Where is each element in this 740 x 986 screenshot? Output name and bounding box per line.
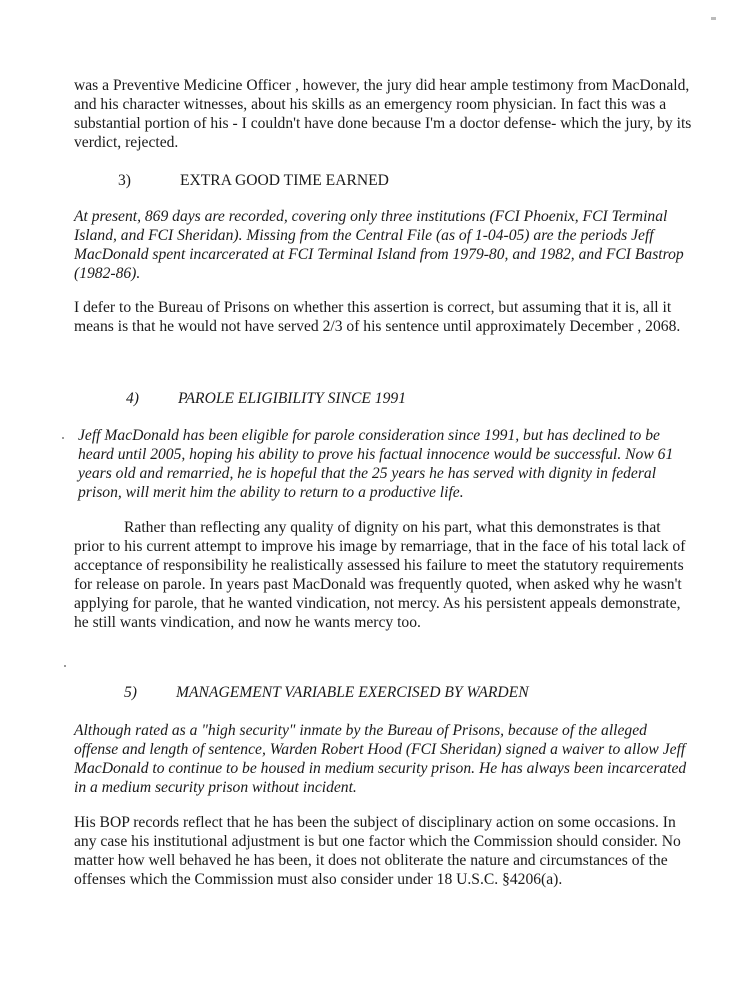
section-title: MANAGEMENT VARIABLE EXERCISED BY WARDEN (176, 684, 529, 701)
section-title: PAROLE ELIGIBILITY SINCE 1991 (178, 390, 406, 407)
section-4-quote: Jeff MacDonald has been eligible for parole consideration since 1991, but has declined to be heard until 2005, hoping his ability to prove his factual innocence would be successful. Now 61 years old and remarried, he is hopeful that the 25 years he has served with dignity in federal prison, will merit him the ability to return to a productive life. (78, 427, 674, 501)
intro-paragraph: was a Preventive Medicine Officer , however, the jury did hear ample testimony from MacDonald, and his character witnesses, about his skills as an emergency room physician. In fact this was a substantial portion of his - I couldn't have done because I'm a doctor defense- which the jury, by its verdict, rejected. (74, 77, 692, 151)
scan-speck (62, 437, 64, 439)
section-3-quote: At present, 869 days are recorded, covering only three institutions (FCI Phoenix, FCI Terminal Island, and FCI Sheridan). Missing from the Central File (as of 1-04-05) are the periods Jeff MacDonald spent incarcerated at FCI Terminal Island from 1979-80, and 1982, and FCI Bastrop (1982-86). (74, 208, 684, 282)
section-title: EXTRA GOOD TIME EARNED (180, 172, 389, 189)
section-number: 4) (126, 390, 139, 407)
section-number: 5) (124, 684, 137, 701)
scan-speck (64, 665, 66, 667)
section-5-response: His BOP records reflect that he has been the subject of disciplinary action on some occasions. In any case his institutional adjustment is but one factor which the Commission should consider. No matter how well behaved he has been, it does not obliterate the nature and circumstances of the offenses which the Commission must also consider under 18 U.S.C. §4206(a). (74, 814, 681, 888)
section-3-response: I defer to the Bureau of Prisons on whether this assertion is correct, but assuming that it is, all it means is that he would not have served 2/3 of his sentence until approximately December , 2068. (74, 299, 681, 335)
section-4-response: Rather than reflecting any quality of dignity on his part, what this demonstrates is that prior to his current attempt to improve his image by remarriage, that in the face of his total lack of acceptance of responsibility he realistically assessed his failure to meet the statutory requirements for release on parole. In years past MacDonald was frequently quoted, when asked why he wasn't applying for parole, that he wanted vindication, not mercy. As his persistent appeals demonstrate, he still wants vindication, and now he wants mercy too. (74, 519, 686, 631)
section-4-heading (126, 389, 406, 408)
section-5-heading (124, 683, 529, 702)
section-5-quote: Although rated as a "high security" inmate by the Bureau of Prisons, because of the alleged offense and length of sentence, Warden Robert Hood (FCI Sheridan) signed a waiver to allow Jeff MacDonald to continue to be housed in medium security prison. He has always been incarcerated in a medium security prison without incident. (74, 722, 687, 796)
scan-artifact (711, 17, 716, 20)
section-3-heading (118, 171, 389, 190)
section-number: 3) (118, 172, 131, 189)
